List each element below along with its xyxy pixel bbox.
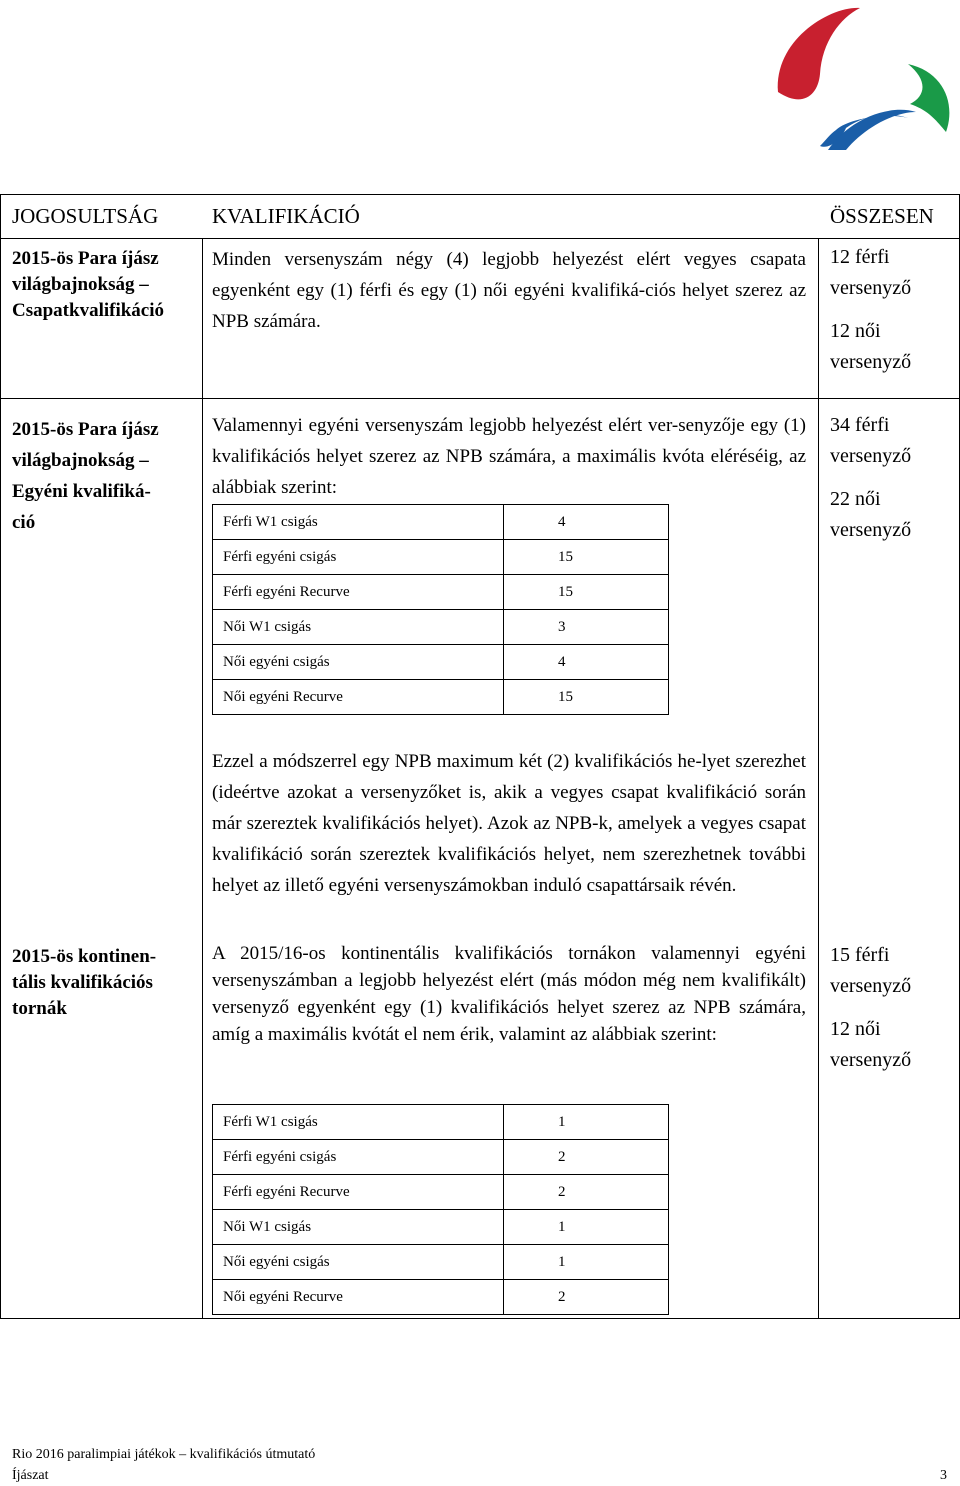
row3-total-line: versenyző [830,1049,912,1071]
row3-total-line: 15 férfi [830,944,890,966]
row1-title-line: világbajnokság – [12,274,149,295]
table-row [213,680,669,715]
row2-totals [830,410,911,546]
row1-text: Minden versenyszám négy (4) legjobb helyezést elért vegyes csapata egyenként egy (1) férfi és egy (1) női egyéni kvalifiká-ciós helyet szerez az NPB számára. [212,249,806,332]
table-row [213,575,669,610]
row3-text: A 2015/16-os kontinentális kvalifikációs tornákon valamennyi egyéni versenyszámban a legjobb helyezést elért (más módon még nem kvalifikált) versenyző egyenként egy (1) kvalifikációs helyet szerez az NPB számára, amíg a maximális kvótát el nem érik, valamint az alábbiak szerint: [212,943,806,1045]
quota-value: 1 [504,1210,669,1245]
quota-label: Női egyéni Recurve [213,680,504,715]
agitos-green-swoosh [908,64,949,132]
quota-value: 3 [504,610,669,645]
table-top-border [0,194,960,195]
quota-label: Férfi W1 csigás [213,505,504,540]
row2-quota-table [212,504,669,715]
row2-text: Valamennyi egyéni versenyszám legjobb helyezést elért ver-senyzője egy (1) kvalifikációs helyet szerez az NPB számára, a maximális kvóta eléréséig, az alábbiak szerint: [212,415,806,498]
quota-value: 15 [504,680,669,715]
header-osszesen: ÖSSZESEN [830,204,934,228]
table-row [213,540,669,575]
quota-value: 1 [504,1105,669,1140]
row3-title [12,944,200,1022]
row2-total-line: 22 női [830,488,881,510]
quota-label: Férfi egyéni csigás [213,540,504,575]
footer-document-title: Rio 2016 paralimpiai játékok – kvalifikációs útmutató [12,1447,316,1462]
table-row [213,1175,669,1210]
row2-title-line: ció [12,512,36,533]
quota-value: 2 [504,1140,669,1175]
row2-note: Ezzel a módszerrel egy NPB maximum két (2) kvalifikációs he-lyet szerezhet (ideértve azokat a versenyzőket is, akik a vegyes csapat kvalifikáció során már szereztek kvalifikációs helyet). Azok az NPB-k, amelyek a vegyes csapat kvalifikáció során szereztek kvalifikációs helyet, nem szerezhetnek további helyet az illető egyéni versenyszámokban induló csapattársaik révén. [212,751,806,896]
column-divider-2 [818,238,819,1319]
quota-label: Női egyéni csigás [213,645,504,680]
footer-section-name: Íjászat [12,1468,49,1483]
quota-value: 2 [504,1280,669,1315]
row2-title-line: Egyéni kvalifiká- [12,481,151,502]
table-row [213,1280,669,1315]
header-jogosultsag: JOGOSULTSÁG [12,204,159,228]
row1-total-line: 12 női [830,320,881,342]
quota-value: 15 [504,575,669,610]
column-divider-1 [202,238,203,1319]
footer-page-number: 3 [940,1468,947,1483]
row3-total-line: 12 női [830,1018,881,1040]
row3-quota-table [212,1104,669,1315]
paralympic-agitos-logo [760,0,960,160]
agitos-red-swoosh [778,8,860,99]
quota-label: Női egyéni csigás [213,1245,504,1280]
row1-total-line: versenyző [830,351,912,373]
row3-total-line: versenyző [830,975,912,997]
quota-value: 15 [504,540,669,575]
quota-value: 2 [504,1175,669,1210]
quota-label: Női W1 csigás [213,610,504,645]
quota-label: Férfi egyéni Recurve [213,1175,504,1210]
row2-total-line: versenyző [830,519,912,541]
quota-label: Női W1 csigás [213,1210,504,1245]
row1-total-line: versenyző [830,277,912,299]
table-row [213,1210,669,1245]
quota-value: 4 [504,645,669,680]
row2-total-line: 34 férfi [830,414,890,436]
table-left-border [0,194,1,1319]
header-bottom-border [0,238,960,239]
row2-title-line: 2015-ös Para íjász [12,419,159,440]
row1-title-line: 2015-ös Para íjász [12,248,159,269]
row2-total-line: versenyző [830,445,912,467]
table-row [213,1245,669,1280]
row1-title-line: Csapatkvalifikáció [12,300,165,321]
table-row [213,1105,669,1140]
quota-value: 4 [504,505,669,540]
quota-label: Férfi egyéni Recurve [213,575,504,610]
quota-label: Női egyéni Recurve [213,1280,504,1315]
header-kvalifikacio: KVALIFIKÁCIÓ [212,204,360,228]
row1-bottom-border [0,398,960,399]
table-row [213,645,669,680]
row1-title [12,246,164,324]
row3-title-line: 2015-ös kontinen- [12,946,157,967]
table-row [213,610,669,645]
row2-title-line: világbajnokság – [12,450,149,471]
row2-title [12,414,190,538]
table-row [213,505,669,540]
quota-label: Férfi W1 csigás [213,1105,504,1140]
quota-value: 1 [504,1245,669,1280]
row3-title-line: tális kvalifikációs [12,972,153,993]
row1-totals [830,242,911,378]
table-bottom-border [0,1318,960,1319]
quota-label: Férfi egyéni csigás [213,1140,504,1175]
row3-title-line: tornák [12,998,67,1019]
row3-totals [830,940,911,1076]
row1-total-line: 12 férfi [830,246,890,268]
table-row [213,1140,669,1175]
